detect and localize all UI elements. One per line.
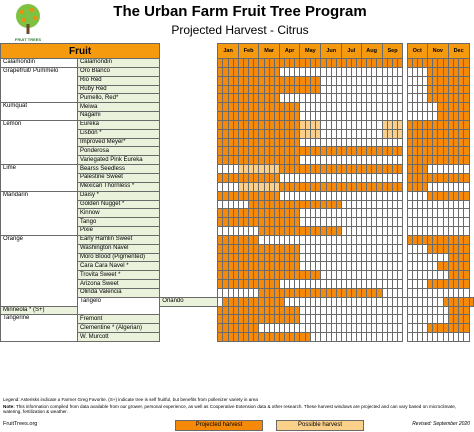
variety-name: Oro Blanco [77, 67, 159, 76]
legend-possible: Possible harvest [276, 420, 364, 431]
row-gap [160, 235, 218, 244]
projected-harvest-cell [464, 191, 469, 200]
table-row [1, 315, 474, 324]
legend-projected: Projected harvest [175, 420, 263, 431]
table-row [1, 59, 474, 68]
variety-name: Clementine * (Algerian) [77, 324, 159, 333]
month-header-may: May [300, 44, 321, 59]
variety-name: Nagami [77, 112, 159, 121]
revised-date: Revised: September 2020 [412, 421, 470, 427]
row-gap [160, 76, 218, 85]
projected-harvest-cell [464, 94, 469, 103]
month-header-jun: Jun [321, 44, 342, 59]
row-gap [160, 59, 218, 68]
fruit-category: Mandarin [1, 191, 78, 235]
projected-harvest-cell [464, 253, 469, 262]
variety-name: Mexican Thornless * [77, 182, 159, 191]
variety-name: Tango [77, 218, 159, 227]
variety-name: Meiwa [77, 103, 159, 112]
variety-name: Kinnow [77, 209, 159, 218]
month-header-row [1, 44, 474, 59]
empty-cell [464, 333, 469, 342]
month-header-apr: Apr [279, 44, 299, 59]
empty-cell [464, 288, 469, 297]
fruit-category: Tangelo [77, 297, 159, 315]
projected-harvest-cell [464, 138, 469, 147]
projected-harvest-cell [464, 147, 469, 156]
row-gap [160, 165, 218, 174]
row-gap [160, 315, 218, 324]
fruit-category: Lemon [1, 120, 78, 164]
variety-name: Moro Blood (Pigmented) [77, 253, 159, 262]
row-gap [160, 138, 218, 147]
empty-cell [464, 218, 469, 227]
legend-note: Legend: Asterisks indicate a Farmer Greg Favorite. (S+) indicate tree is self fruitful, but benefits from pollenizer variety in area [3, 397, 258, 402]
projected-harvest-cell [464, 103, 469, 112]
notes-text: This information compiled from data available from our grower, personal experience, as well as Cooperative Extension data & other research. These harvest windows are projected and can vary based on microclimate, watering, fertilization & weather. [3, 404, 457, 415]
variety-name: Arizona Sweet [77, 280, 159, 289]
table-row [1, 306, 474, 315]
table-row [1, 191, 474, 200]
empty-cell [464, 182, 469, 191]
variety-name: Early Hamlin Sweet [77, 235, 159, 244]
row-gap [160, 209, 218, 218]
empty-cell [464, 227, 469, 236]
variety-name: Cara Cara Navel * [77, 262, 159, 271]
variety-name: Eureka [77, 120, 159, 129]
header-gap [160, 44, 218, 59]
variety-name: Olinda Valencia [77, 288, 159, 297]
fruit-tree-logo-icon [8, 2, 48, 42]
projected-harvest-cell [464, 76, 469, 85]
projected-harvest-cell [464, 306, 469, 315]
variety-name: Washington Navel [77, 244, 159, 253]
row-gap [160, 200, 218, 209]
row-gap [160, 191, 218, 200]
row-gap [160, 85, 218, 94]
projected-harvest-cell [464, 315, 469, 324]
row-gap [160, 306, 218, 315]
projected-harvest-cell [464, 85, 469, 94]
projected-harvest-cell [464, 280, 469, 289]
harvest-grid [0, 43, 474, 342]
projected-harvest-cell [464, 59, 469, 68]
projected-harvest-cell [464, 156, 469, 165]
variety-name: Ruby Red [77, 85, 159, 94]
month-header-sep: Sep [382, 44, 403, 59]
page-subtitle: Projected Harvest - Citrus [171, 23, 309, 37]
page-title: The Urban Farm Fruit Tree Program [113, 3, 367, 20]
variety-name: Palestine Sweet [77, 173, 159, 182]
row-gap [160, 103, 218, 112]
variety-name: Bearss Seedless [77, 165, 159, 174]
fruit-category: Orange [1, 235, 78, 306]
empty-cell [464, 165, 469, 174]
row-gap [160, 112, 218, 121]
projected-harvest-cell [464, 244, 469, 253]
projected-harvest-cell [464, 173, 469, 182]
footer-bar [0, 419, 474, 432]
table-row [1, 67, 474, 76]
row-gap [160, 67, 218, 76]
row-gap [160, 147, 218, 156]
fruit-category: Calamondin [1, 59, 78, 68]
row-gap [160, 288, 218, 297]
table-row [1, 235, 474, 244]
fruit-category: Grapefruit/ Pummelo [1, 67, 78, 102]
variety-name: Ponderosa [77, 147, 159, 156]
month-header-nov: Nov [427, 44, 448, 59]
month-header-jan: Jan [218, 44, 238, 59]
page-header [0, 0, 474, 44]
variety-name: Pixie [77, 227, 159, 236]
row-gap [160, 333, 218, 342]
empty-cell [464, 200, 469, 209]
empty-cell [464, 209, 469, 218]
row-gap [160, 280, 218, 289]
row-gap [160, 173, 218, 182]
logo-text: FRUIT TREES [14, 37, 42, 42]
variety-name: Lisbon * [77, 129, 159, 138]
variety-name: Variegated Pink Eureka [77, 156, 159, 165]
variety-name: Rio Red [77, 76, 159, 85]
variety-name: W. Murcott [77, 333, 159, 342]
variety-name: Pumello, Red* [77, 94, 159, 103]
variety-name: Orlando [160, 297, 218, 306]
variety-name: Golden Nugget * [77, 200, 159, 209]
row-gap [160, 244, 218, 253]
table-row [1, 103, 474, 112]
month-header-aug: Aug [361, 44, 382, 59]
variety-name: Calamondin [77, 59, 159, 68]
site-link[interactable]: FruitTrees.org [3, 421, 38, 427]
month-header-oct: Oct [407, 44, 427, 59]
fruit-column-header: Fruit [1, 44, 160, 59]
table-row [1, 120, 474, 129]
harvest-table [0, 43, 474, 342]
notes-label: Note: [3, 404, 15, 409]
row-gap [160, 182, 218, 191]
variety-name: Daisy * [77, 191, 159, 200]
row-gap [160, 218, 218, 227]
row-gap [160, 271, 218, 280]
variety-name: Trovita Sweet * [77, 271, 159, 280]
projected-harvest-cell [464, 67, 469, 76]
projected-harvest-cell [464, 112, 469, 121]
variety-name: Improved Meyer* [77, 138, 159, 147]
month-header-mar: Mar [259, 44, 280, 59]
month-header-jul: Jul [342, 44, 362, 59]
projected-harvest-cell [464, 262, 469, 271]
row-gap [160, 156, 218, 165]
notes [3, 404, 473, 415]
projected-harvest-cell [464, 129, 469, 138]
row-gap [160, 129, 218, 138]
projected-harvest-cell [464, 271, 469, 280]
row-gap [160, 262, 218, 271]
projected-harvest-cell [469, 297, 474, 306]
variety-name: Fremont [77, 315, 159, 324]
projected-harvest-cell [464, 324, 469, 333]
row-gap [160, 324, 218, 333]
variety-name: Minneola * (S+) [1, 306, 78, 315]
row-gap [160, 227, 218, 236]
month-header-dec: Dec [448, 44, 469, 59]
projected-harvest-cell [464, 235, 469, 244]
row-gap [160, 94, 218, 103]
row-gap [160, 253, 218, 262]
fruit-category: Tangerine [1, 315, 78, 342]
table-row [1, 165, 474, 174]
row-gap [160, 120, 218, 129]
projected-harvest-cell [464, 120, 469, 129]
fruit-category: Kumquat [1, 103, 78, 121]
fruit-category: Lime [1, 165, 78, 192]
month-header-feb: Feb [238, 44, 259, 59]
